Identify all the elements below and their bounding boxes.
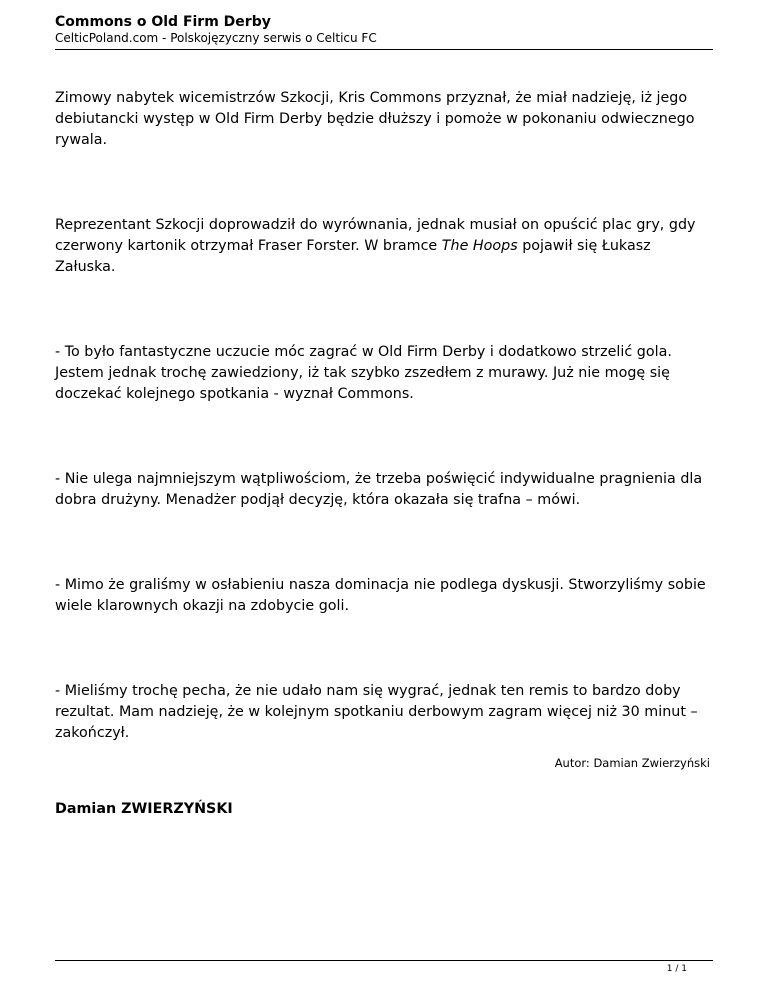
paragraph-2-text-a: Reprezentant Szkocji doprowadził do wyrównania, jednak musiał on opuścić plac gry, gdy czerwony kartonik otrzymał Fraser Forster. W bramce bbox=[55, 217, 696, 254]
signature: Damian ZWIERZYŃSKI bbox=[55, 801, 233, 817]
site-subtitle: CelticPoland.com - Polskojęzyczny serwis o Celticu FC bbox=[55, 31, 377, 45]
team-nickname: The Hoops bbox=[441, 238, 518, 254]
article-body bbox=[55, 88, 715, 820]
document-title: Commons o Old Firm Derby bbox=[55, 14, 271, 30]
paragraph-2 bbox=[55, 215, 715, 278]
page-header bbox=[55, 14, 713, 50]
page-footer bbox=[55, 960, 713, 974]
paragraph-2-text-b: pojawił się Łukasz Załuska. bbox=[55, 238, 651, 275]
author-credit: Autor: Damian Zwierzyński bbox=[554, 756, 710, 770]
paragraph-6: - Mieliśmy trochę pecha, że nie udało nam się wygrać, jednak ten remis to bardzo doby rezultat. Mam nadzieję, że w kolejnym spotkaniu derbowym zagram więcej niż 30 minut – zakończył. bbox=[55, 683, 698, 741]
paragraph-1: Zimowy nabytek wicemistrzów Szkocji, Kris Commons przyznał, że miał nadzieję, iż jego debiutancki występ w Old Firm Derby będzie dłuższy i pomoże w pokonaniu odwiecznego rywala. bbox=[55, 90, 695, 148]
paragraph-4: - Nie ulega najmniejszym wątpliwościom, że trzeba poświęcić indywidualne pragnienia dla dobra drużyny. Menadżer podjął decyzję, która okazała się trafna – mówi. bbox=[55, 471, 703, 508]
page-number: 1 / 1 bbox=[666, 964, 687, 974]
paragraph-5: - Mimo że graliśmy w osłabieniu nasza dominacja nie podlega dyskusji. Stworzyliśmy sobie wiele klarownych okazji na zdobycie goli. bbox=[55, 577, 706, 614]
paragraph-3: - To było fantastyczne uczucie móc zagrać w Old Firm Derby i dodatkowo strzelić gola. Jestem jednak trochę zawiedziony, iż tak szybko zszedłem z murawy. Już nie mogę się doczekać kolejnego spotkania - wyznał Commons. bbox=[55, 344, 672, 402]
